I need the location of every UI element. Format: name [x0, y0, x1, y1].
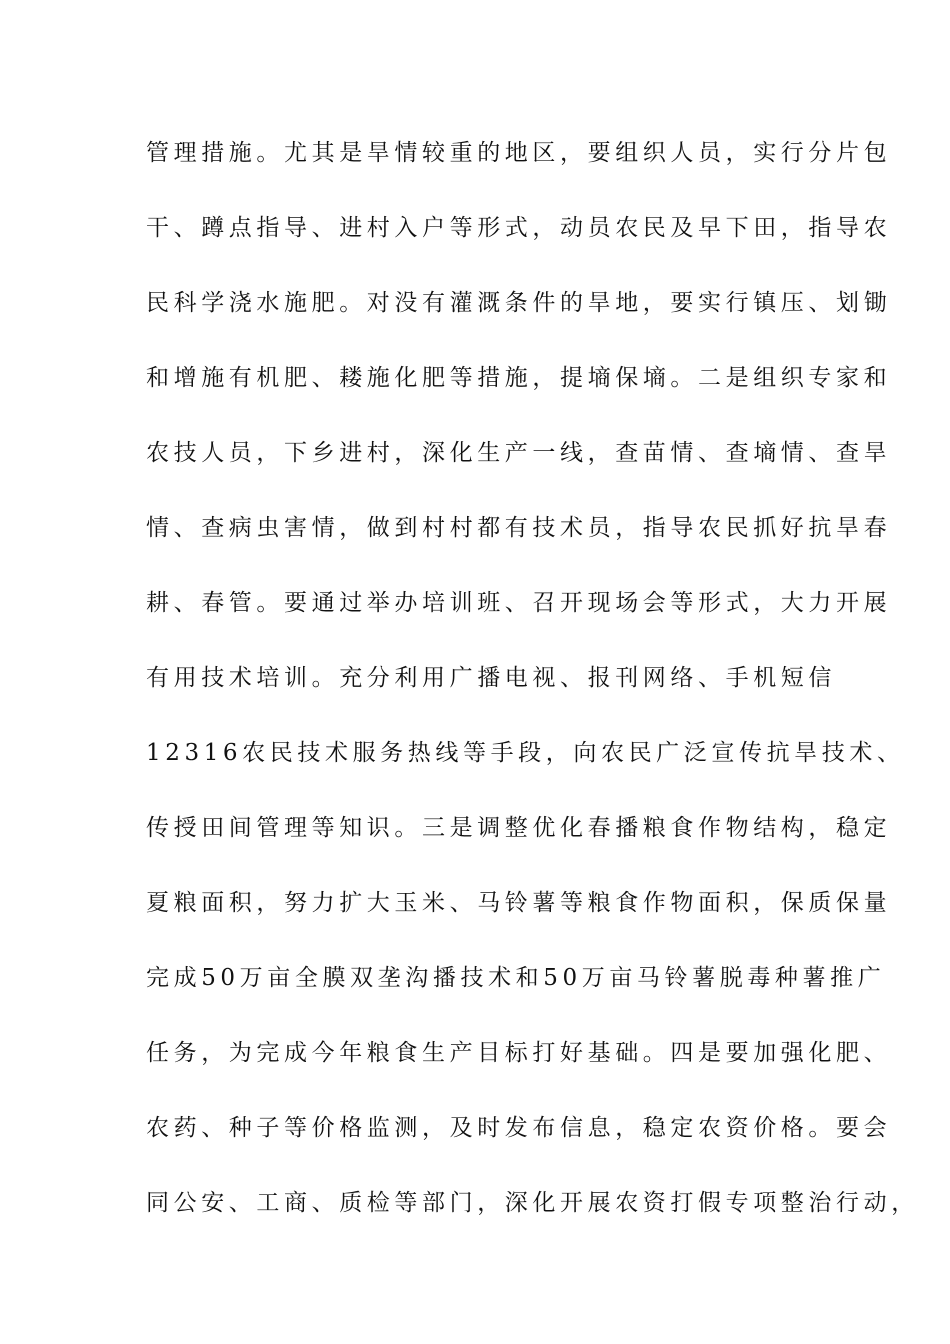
text-line: 农技人员，下乡进村，深化生产一线，查苗情、查墒情、查旱 — [146, 440, 892, 466]
text-line: 传授田间管理等知识。三是调整优化春播粮食作物结构，稳定 — [146, 815, 892, 841]
text-line: 同公安、工商、质检等部门，深化开展农资打假专项整治行动， — [146, 1190, 919, 1216]
text-line: 情、查病虫害情，做到村村都有技术员，指导农民抓好抗旱春 — [146, 515, 892, 541]
text-line: 12316农民技术服务热线等手段，向农民广泛宣传抗旱技术、 — [146, 740, 905, 766]
text-line: 夏粮面积，努力扩大玉米、马铃薯等粮食作物面积，保质保量 — [146, 890, 892, 916]
body-text — [146, 128, 919, 1253]
text-line: 干、蹲点指导、进村入户等形式，动员农民及早下田，指导农 — [146, 215, 892, 241]
text-line: 完成50万亩全膜双垄沟播技术和50万亩马铃薯脱毒种薯推广 — [146, 965, 886, 991]
text-line: 民科学浇水施肥。对没有灌溉条件的旱地，要实行镇压、划锄 — [146, 290, 892, 316]
text-line: 和增施有机肥、耧施化肥等措施，提墒保墒。二是组织专家和 — [146, 365, 892, 391]
text-line: 管理措施。尤其是旱情较重的地区，要组织人员，实行分片包 — [146, 140, 892, 166]
text-line: 任务，为完成今年粮食生产目标打好基础。四是要加强化肥、 — [146, 1040, 892, 1066]
text-line: 有用技术培训。充分利用广播电视、报刊网络、手机短信 — [146, 665, 836, 691]
text-line: 农药、种子等价格监测，及时发布信息，稳定农资价格。要会 — [146, 1115, 892, 1141]
text-line: 耕、春管。要通过举办培训班、召开现场会等形式，大力开展 — [146, 590, 892, 616]
